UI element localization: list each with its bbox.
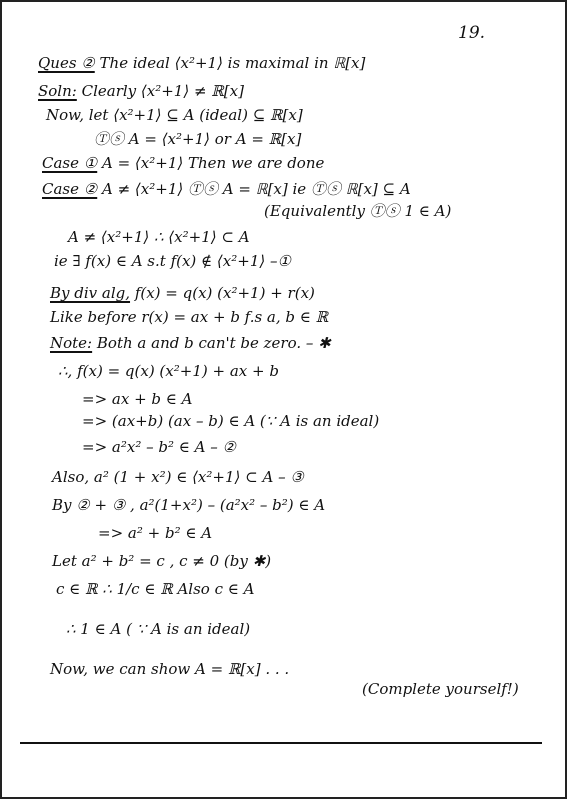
- bottom-rule: [20, 742, 542, 744]
- text-line: ∴ 1 ∈ A ( ∵ A is an ideal): [66, 620, 251, 638]
- case-2-line: [42, 180, 411, 198]
- text-line: Let a² + b² = c , c ≠ 0 (by ✱): [52, 552, 272, 570]
- text-line: Ⓣⓢ A = ⟨x²+1⟩ or A = ℝ[x]: [94, 130, 302, 148]
- question-label: Ques ②: [38, 54, 95, 72]
- question-text: The ideal ⟨x²+1⟩ is maximal in ℝ[x]: [99, 54, 366, 72]
- text-line: => a²x² – b² ∈ A – ②: [82, 438, 236, 456]
- note-line: [50, 334, 331, 352]
- text-line: A ≠ ⟨x²+1⟩ ∴ ⟨x²+1⟩ ⊂ A: [68, 228, 250, 246]
- div-alg-line: [50, 284, 315, 302]
- text-line: ie ∃ f(x) ∈ A s.t f(x) ∉ ⟨x²+1⟩ –①: [54, 252, 291, 270]
- div-alg-label: By div alg,: [50, 284, 131, 302]
- solution-label: Soln:: [38, 82, 77, 100]
- question-line: [38, 54, 365, 72]
- case-2-label: Case ②: [42, 180, 98, 198]
- solution-text: Clearly ⟨x²+1⟩ ≠ ℝ[x]: [81, 82, 244, 100]
- text-line: ∴, f(x) = q(x) (x²+1) + ax + b: [58, 362, 279, 380]
- text-line: => a² + b² ∈ A: [98, 524, 213, 542]
- text-line: (Complete yourself!): [362, 680, 519, 698]
- text-line: Now, we can show A = ℝ[x] . . .: [50, 660, 290, 678]
- text-line: => (ax+b) (ax – b) ∈ A (∵ A is an ideal): [82, 412, 380, 430]
- case-1-line: [42, 154, 324, 172]
- solution-line: [38, 82, 244, 100]
- case-2-text: A ≠ ⟨x²+1⟩ Ⓣⓢ A = ℝ[x] ie Ⓣⓢ ℝ[x] ⊆ A: [102, 180, 411, 198]
- case-1-label: Case ①: [42, 154, 98, 172]
- note-label: Note:: [50, 334, 93, 352]
- text-line: By ② + ③ , a²(1+x²) – (a²x² – b²) ∈ A: [52, 496, 326, 514]
- case-1-text: A = ⟨x²+1⟩ Then we are done: [102, 154, 325, 172]
- div-alg-text: f(x) = q(x) (x²+1) + r(x): [134, 284, 315, 302]
- text-line: => ax + b ∈ A: [82, 390, 193, 408]
- text-line: Also, a² (1 + x²) ∈ ⟨x²+1⟩ ⊂ A – ③: [52, 468, 304, 486]
- text-line: Now, let ⟨x²+1⟩ ⊆ A (ideal) ⊆ ℝ[x]: [46, 106, 303, 124]
- page-number: 19.: [458, 23, 486, 43]
- text-line: c ∈ ℝ ∴ 1/c ∈ ℝ Also c ∈ A: [56, 580, 255, 598]
- text-line: (Equivalently Ⓣⓢ 1 ∈ A): [264, 202, 452, 220]
- text-line: Like before r(x) = ax + b f.s a, b ∈ ℝ: [50, 308, 329, 326]
- note-text: Both a and b can't be zero. – ✱: [96, 334, 331, 352]
